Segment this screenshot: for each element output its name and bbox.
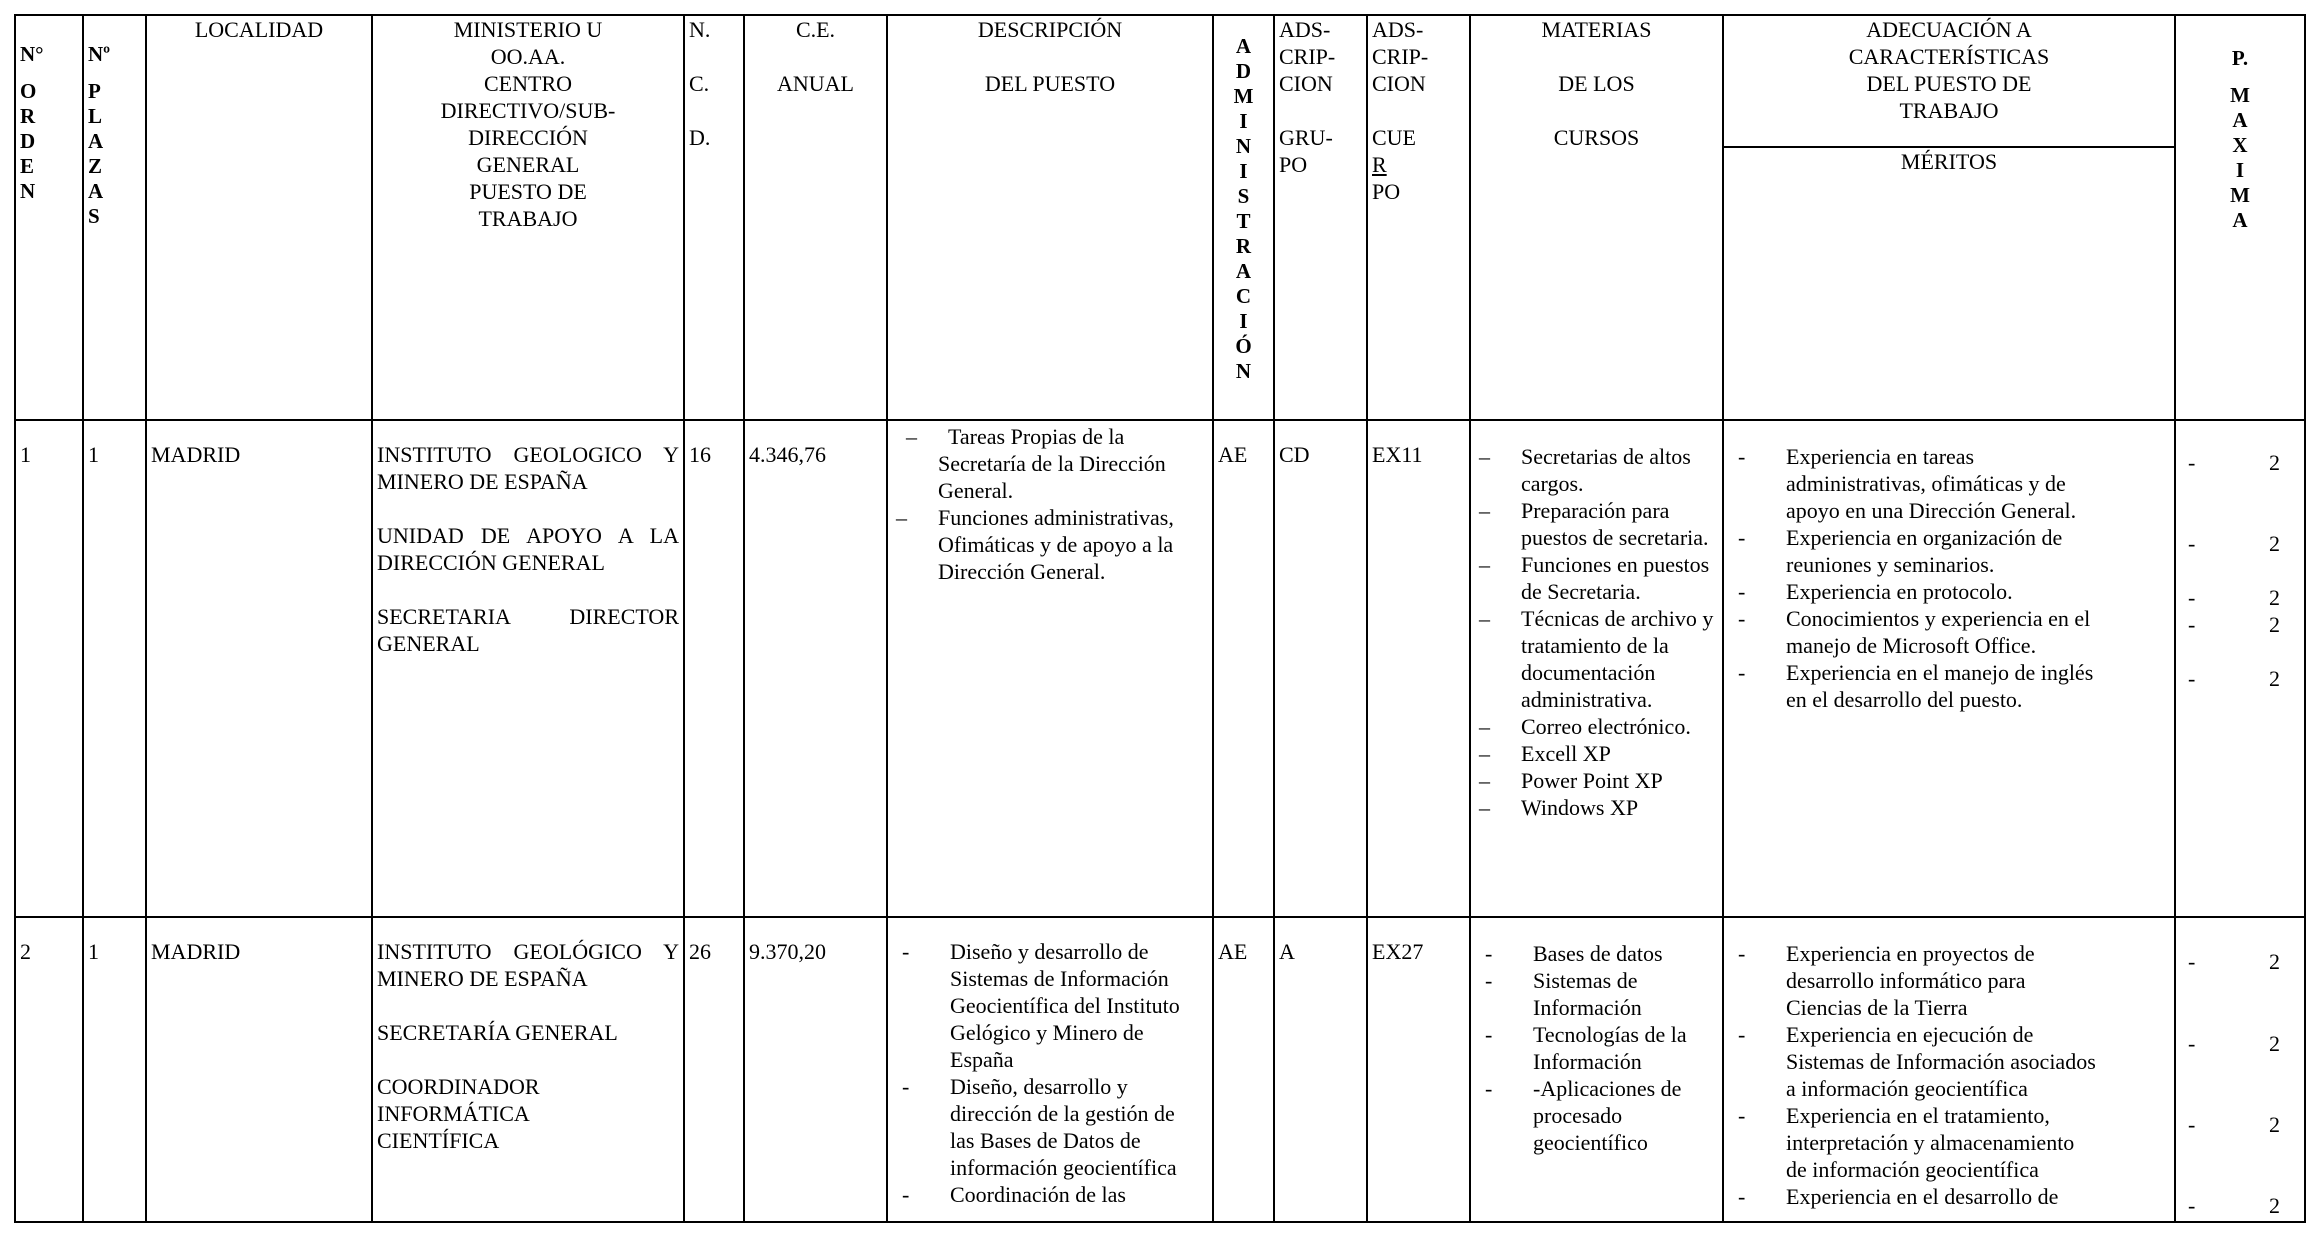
header-plazas: Nº P L A Z A S [83,15,146,420]
row-meritos: - Experiencia en tareas administrativas, ofimáticas y de apoyo en una Dirección General. - Experiencia en organización de reuniones y seminarios. - Experiencia en protocolo. - Conocimientos y experiencia en el manejo de Microsoft Office. - Experiencia en el manejo de inglés en el desarrollo del puesto. [1723,420,2175,917]
row-ncd: 16 [684,420,744,917]
row-localidad: MADRID [146,420,372,917]
header-adscripcion-grupo: ADS- CRIP- CION GRU- PO [1274,15,1367,420]
header-ce-anual: C.E. ANUAL [744,15,887,420]
row-ce-anual: 4.346,76 [744,420,887,917]
table-row [15,420,2305,917]
row-p-maxima: - 2 - 2 - 2 - 2 [2175,917,2305,1222]
row-descripcion: - Diseño y desarrollo de Sistemas de Información Geocientífica del Instituto Gelógico y Minero de España - Diseño, desarrollo y dirección de la gestión de las Bases de Datos de información geocientífica - Coordinación de las [887,917,1213,1222]
row-p-maxima: - 2 - 2 - 2 - 2 - 2 [2175,420,2305,917]
row-ncd: 26 [684,917,744,1222]
header-descripcion: DESCRIPCIÓN DEL PUESTO [887,15,1213,420]
row-administracion: AE [1213,420,1274,917]
row-administracion: AE [1213,917,1274,1222]
header-orden: N° O R D E N [15,15,83,420]
header-administracion: A D M I N I S T R A C I Ó N [1213,15,1274,420]
row-ce-anual: 9.370,20 [744,917,887,1222]
row-ministerio: INSTITUTO GEOLÓGICO Y MINERO DE ESPAÑA SECRETARÍA GENERAL COORDINADOR INFORMÁTICA CIENTÍFICA [372,917,684,1222]
header-localidad: LOCALIDAD [146,15,372,420]
row-plazas: 1 [83,917,146,1222]
row-orden: 1 [15,420,83,917]
row-descripcion: – Tareas Propias de la Secretaría de la Dirección General. – Funciones administrativas, Ofimáticas y de apoyo a la Dirección General. [887,420,1213,917]
row-grupo: CD [1274,420,1367,917]
header-adscripcion-cuerpo: ADS- CRIP- CION CUE R PO [1367,15,1470,420]
header-meritos: MÉRITOS [1723,147,2175,420]
row-plazas: 1 [83,420,146,917]
table-row [15,917,2305,1222]
row-materias: – Secretarias de altos cargos. – Preparación para puestos de secretaria. – Funciones en puestos de Secretaria. – Técnicas de archivo y tratamiento de la documentación administrativa. – Correo electrónico. – Excell XP – Power Point XP – Windows XP [1470,420,1723,917]
puestos-table [14,14,2306,1223]
row-materias: - Bases de datos - Sistemas de Información - Tecnologías de la Información - -Aplicaciones de procesado geocientífico [1470,917,1723,1222]
header-adecuacion: ADECUACIÓN A CARACTERÍSTICAS DEL PUESTO DE TRABAJO [1723,15,2175,147]
row-cuerpo: EX11 [1367,420,1470,917]
row-orden: 2 [15,917,83,1222]
header-p-maxima: P. M A X I M A [2175,15,2305,420]
header-ministerio: MINISTERIO U OO.AA. CENTRO DIRECTIVO/SUB- DIRECCIÓN GENERAL PUESTO DE TRABAJO [372,15,684,420]
header-ncd: N. C. D. [684,15,744,420]
row-ministerio: INSTITUTO GEOLOGICO Y MINERO DE ESPAÑA UNIDAD DE APOYO A LA DIRECCIÓN GENERAL SECRETARIA DIRECTOR GENERAL [372,420,684,917]
row-grupo: A [1274,917,1367,1222]
header-materias: MATERIAS DE LOS CURSOS [1470,15,1723,420]
row-localidad: MADRID [146,917,372,1222]
row-cuerpo: EX27 [1367,917,1470,1222]
row-meritos: - Experiencia en proyectos de desarrollo informático para Ciencias de la Tierra - Experiencia en ejecución de Sistemas de Información asociados a información geocientífica - Experiencia en el tratamiento, interpretación y almacenamiento de información geocientífica - Experiencia en el desarrollo de [1723,917,2175,1222]
